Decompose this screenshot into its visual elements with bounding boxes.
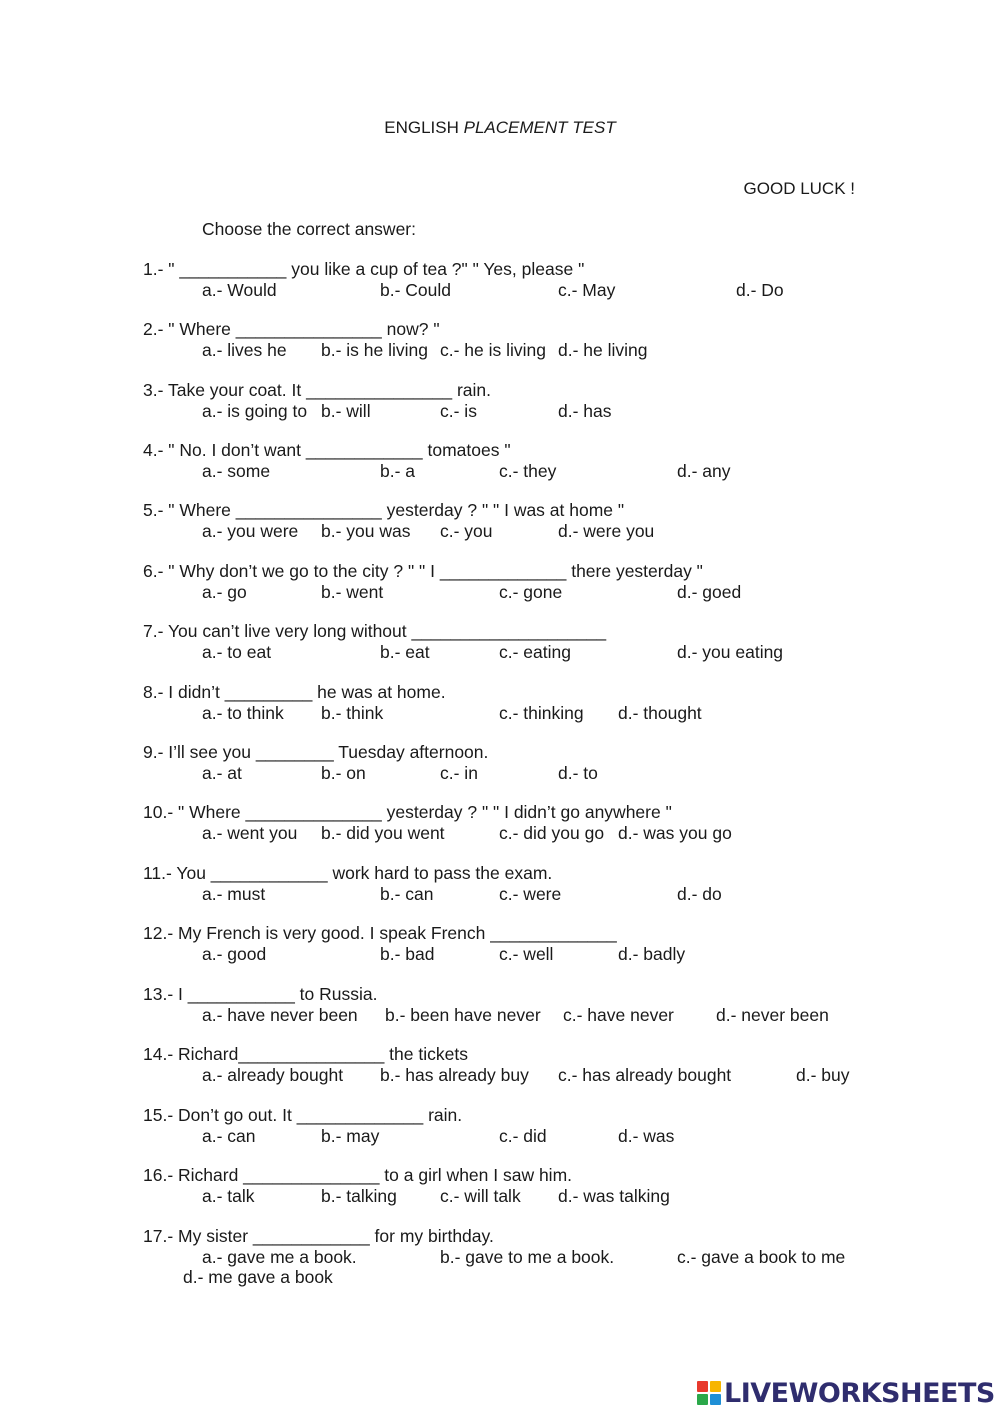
answer-option-a[interactable]: a.- gave me a book. <box>202 1247 357 1267</box>
answer-option-d[interactable]: d.- to <box>558 763 598 783</box>
answer-option-d[interactable]: d.- was you go <box>618 823 732 843</box>
answer-option-c[interactable]: c.- gave a book to me <box>677 1247 846 1267</box>
answer-option-b[interactable]: b.- has already buy <box>380 1065 529 1085</box>
question-stem: 9.- I’ll see you ________ Tuesday afternoon. <box>143 742 489 762</box>
answer-option-a[interactable]: a.- went you <box>202 823 298 843</box>
question-stem: 3.- Take your coat. It _______________ rain. <box>143 380 491 400</box>
question-2 <box>143 321 903 371</box>
answer-option-c[interactable]: c.- you <box>440 521 493 541</box>
answer-option-d[interactable]: d.- Do <box>736 280 784 300</box>
question-stem: 15.- Don’t go out. It _____________ rain. <box>143 1105 463 1125</box>
answer-option-b[interactable]: b.- talking <box>321 1186 397 1206</box>
question-4 <box>143 442 903 492</box>
answer-option-c[interactable]: c.- eating <box>499 642 571 662</box>
answer-option-a[interactable]: a.- talk <box>202 1186 255 1206</box>
liveworksheets-logo <box>696 1379 995 1407</box>
answer-option-a[interactable]: a.- some <box>202 461 271 481</box>
question-13 <box>143 986 903 1036</box>
answer-option-b[interactable]: b.- a <box>380 461 416 481</box>
question-stem: 8.- I didn’t _________ he was at home. <box>143 682 446 702</box>
answer-option-d[interactable]: d.- any <box>677 461 731 481</box>
answer-option-b[interactable]: b.- on <box>321 763 366 783</box>
answer-option-c[interactable]: c.- have never <box>563 1005 674 1025</box>
answer-option-c[interactable]: c.- he is living <box>440 340 547 360</box>
answer-option-b[interactable]: b.- went <box>321 582 384 602</box>
answer-option-b[interactable]: b.- Could <box>380 280 452 300</box>
answer-option-a[interactable]: a.- at <box>202 763 242 783</box>
question-stem: 4.- " No. I don’t want ____________ tomatoes " <box>143 440 511 460</box>
question-9 <box>143 744 903 794</box>
answer-option-d[interactable]: d.- was <box>618 1126 675 1146</box>
answer-option-c[interactable]: c.- is <box>440 401 477 421</box>
answer-option-d[interactable]: d.- was talking <box>558 1186 670 1206</box>
answer-option-d[interactable]: d.- were you <box>558 521 655 541</box>
good-luck-text: GOOD LUCK ! <box>743 179 855 198</box>
answer-option-b[interactable]: b.- bad <box>380 944 435 964</box>
answer-option-b[interactable]: b.- can <box>380 884 434 904</box>
answer-option-c[interactable]: c.- thinking <box>499 703 584 723</box>
logo-text: LIVEWORKSHEETS <box>724 1377 995 1409</box>
answer-option-a[interactable]: a.- can <box>202 1126 256 1146</box>
answer-option-c[interactable]: c.- in <box>440 763 478 783</box>
answer-option-a[interactable]: a.- lives he <box>202 340 287 360</box>
answer-option-c[interactable]: c.- were <box>499 884 562 904</box>
logo-icon <box>696 1380 722 1406</box>
question-stem: 16.- Richard ______________ to a girl when I saw him. <box>143 1165 573 1185</box>
question-7 <box>143 623 903 673</box>
question-1 <box>143 261 903 311</box>
answer-option-b[interactable]: b.- eat <box>380 642 430 662</box>
question-8 <box>143 684 903 734</box>
answer-option-a[interactable]: a.- to think <box>202 703 284 723</box>
question-stem: 11.- You ____________ work hard to pass the exam. <box>143 863 553 883</box>
question-3 <box>143 382 903 432</box>
answer-option-a[interactable]: a.- already bought <box>202 1065 344 1085</box>
question-15 <box>143 1107 903 1157</box>
answer-option-d[interactable]: d.- thought <box>618 703 702 723</box>
answer-option-a[interactable]: a.- to eat <box>202 642 272 662</box>
answer-option-a[interactable]: a.- you were <box>202 521 299 541</box>
answer-option-c[interactable]: c.- May <box>558 280 616 300</box>
answer-option-b[interactable]: b.- been have never <box>385 1005 541 1025</box>
question-stem: 10.- " Where ______________ yesterday ? " " I didn’t go anywhere " <box>143 802 672 822</box>
answer-option-d[interactable]: d.- never been <box>716 1005 829 1025</box>
title-english: ENGLISH <box>384 118 464 137</box>
answer-option-c[interactable]: c.- gone <box>499 582 563 602</box>
question-stem: 14.- Richard_______________ the tickets <box>143 1044 468 1064</box>
answer-option-d[interactable]: d.- you eating <box>677 642 784 662</box>
answer-option-d[interactable]: d.- do <box>677 884 722 904</box>
question-14 <box>143 1046 903 1096</box>
answer-option-b[interactable]: b.- did you went <box>321 823 445 843</box>
question-stem: 5.- " Where _______________ yesterday ? " " I was at home " <box>143 500 625 520</box>
answer-option-a[interactable]: a.- is going to <box>202 401 308 421</box>
answer-option-b[interactable]: b.- will <box>321 401 371 421</box>
answer-option-b[interactable]: b.- you was <box>321 521 411 541</box>
answer-option-d[interactable]: d.- goed <box>677 582 742 602</box>
answer-option-c[interactable]: c.- they <box>499 461 557 481</box>
answer-option-a[interactable]: a.- must <box>202 884 266 904</box>
question-stem: 2.- " Where _______________ now? " <box>143 319 440 339</box>
question-11 <box>143 865 903 915</box>
answer-option-c[interactable]: c.- will talk <box>440 1186 521 1206</box>
question-5 <box>143 502 903 552</box>
answer-option-d[interactable]: d.- me gave a book <box>183 1267 333 1287</box>
question-stem: 1.- " ___________ you like a cup of tea ?" " Yes, please " <box>143 259 585 279</box>
question-stem: 6.- " Why don’t we go to the city ? " " I _____________ there yesterday " <box>143 561 703 581</box>
question-12 <box>143 925 903 975</box>
question-10 <box>143 804 903 854</box>
answer-option-a[interactable]: a.- have never been <box>202 1005 358 1025</box>
question-stem: 12.- My French is very good. I speak French _____________ <box>143 923 617 943</box>
answer-option-c[interactable]: c.- did you go <box>499 823 605 843</box>
answer-option-c[interactable]: c.- has already bought <box>558 1065 732 1085</box>
answer-option-a[interactable]: a.- Would <box>202 280 277 300</box>
instruction-text: Choose the correct answer: <box>202 219 416 239</box>
answer-option-b[interactable]: b.- think <box>321 703 384 723</box>
answer-option-b[interactable]: b.- gave to me a book. <box>440 1247 615 1267</box>
answer-option-d[interactable]: d.- he living <box>558 340 648 360</box>
question-6 <box>143 563 903 613</box>
question-16 <box>143 1167 903 1217</box>
page-title <box>0 119 1000 136</box>
answer-option-a[interactable]: a.- good <box>202 944 267 964</box>
answer-option-b[interactable]: b.- is he living <box>321 340 428 360</box>
answer-option-a[interactable]: a.- go <box>202 582 247 602</box>
answer-option-b[interactable]: b.- may <box>321 1126 380 1146</box>
answer-option-d[interactable]: d.- badly <box>618 944 686 964</box>
title-placement-test: PLACEMENT TEST <box>463 118 616 137</box>
answer-option-d[interactable]: d.- buy <box>796 1065 850 1085</box>
question-stem: 17.- My sister ____________ for my birthday. <box>143 1226 494 1246</box>
question-stem: 7.- You can’t live very long without ____________________ <box>143 621 607 641</box>
answer-option-d[interactable]: d.- has <box>558 401 612 421</box>
answer-option-c[interactable]: c.- well <box>499 944 554 964</box>
answer-option-c[interactable]: c.- did <box>499 1126 547 1146</box>
question-stem: 13.- I ___________ to Russia. <box>143 984 378 1004</box>
question-17 <box>143 1228 903 1298</box>
